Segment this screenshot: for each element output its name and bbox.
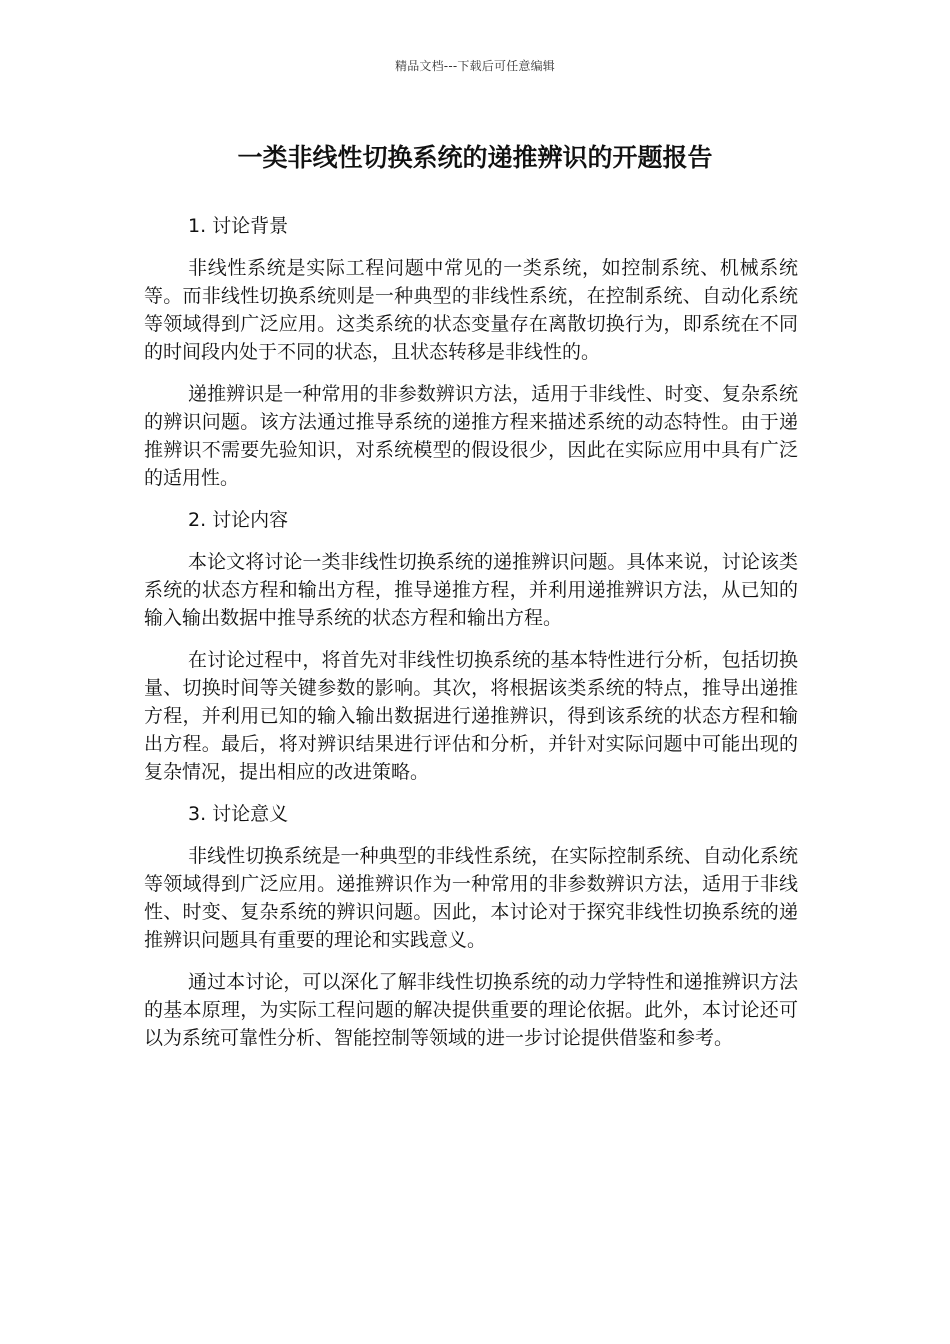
section-heading: 1. 讨论背景	[188, 215, 289, 237]
section-heading: 2. 讨论内容	[188, 509, 289, 531]
section-background	[144, 212, 798, 492]
paragraph: 通过本讨论，可以深化了解非线性切换系统的动力学特性和递推辨识方法的基本原理，为实际工程问题的解决提供重要的理论依据。此外，本讨论还可以为系统可靠性分析、智能控制等领域的进一步讨论提供借鉴和参考。	[144, 971, 798, 1049]
section-heading: 3. 讨论意义	[188, 803, 289, 825]
paragraph: 非线性系统是实际工程问题中常见的一类系统，如控制系统、机械系统等。而非线性切换系统则是一种典型的非线性系统，在控制系统、自动化系统等领域得到广泛应用。这类系统的状态变量存在离散切换行为，即系统在不同的时间段内处于不同的状态，且状态转移是非线性的。	[144, 257, 798, 363]
paragraph: 本论文将讨论一类非线性切换系统的递推辨识问题。具体来说，讨论该类系统的状态方程和输出方程，推导递推方程，并利用递推辨识方法，从已知的输入输出数据中推导系统的状态方程和输出方程。	[144, 551, 798, 629]
paragraph: 递推辨识是一种常用的非参数辨识方法，适用于非线性、时变、复杂系统的辨识问题。该方法通过推导系统的递推方程来描述系统的动态特性。由于递推辨识不需要先验知识，对系统模型的假设很少，因此在实际应用中具有广泛的适用性。	[144, 383, 798, 489]
paragraph: 在讨论过程中，将首先对非线性切换系统的基本特性进行分析，包括切换量、切换时间等关键参数的影响。其次，将根据该类系统的特点，推导出递推方程，并利用已知的输入输出数据进行递推辨识，得到该系统的状态方程和输出方程。最后，将对辨识结果进行评估和分析，并针对实际问题中可能出现的复杂情况，提出相应的改进策略。	[144, 649, 798, 783]
section-significance	[144, 800, 798, 1052]
document-body	[144, 212, 798, 1066]
paragraph: 非线性切换系统是一种典型的非线性系统，在实际控制系统、自动化系统等领域得到广泛应用。递推辨识作为一种常用的非参数辨识方法，适用于非线性、时变、复杂系统的辨识问题。因此，本讨论对于探究非线性切换系统的递推辨识问题具有重要的理论和实践意义。	[144, 845, 798, 951]
page-header-watermark: 精品文档---下载后可任意编辑	[395, 59, 555, 73]
document-title: 一类非线性切换系统的递推辨识的开题报告	[237, 143, 713, 172]
section-content	[144, 506, 798, 786]
